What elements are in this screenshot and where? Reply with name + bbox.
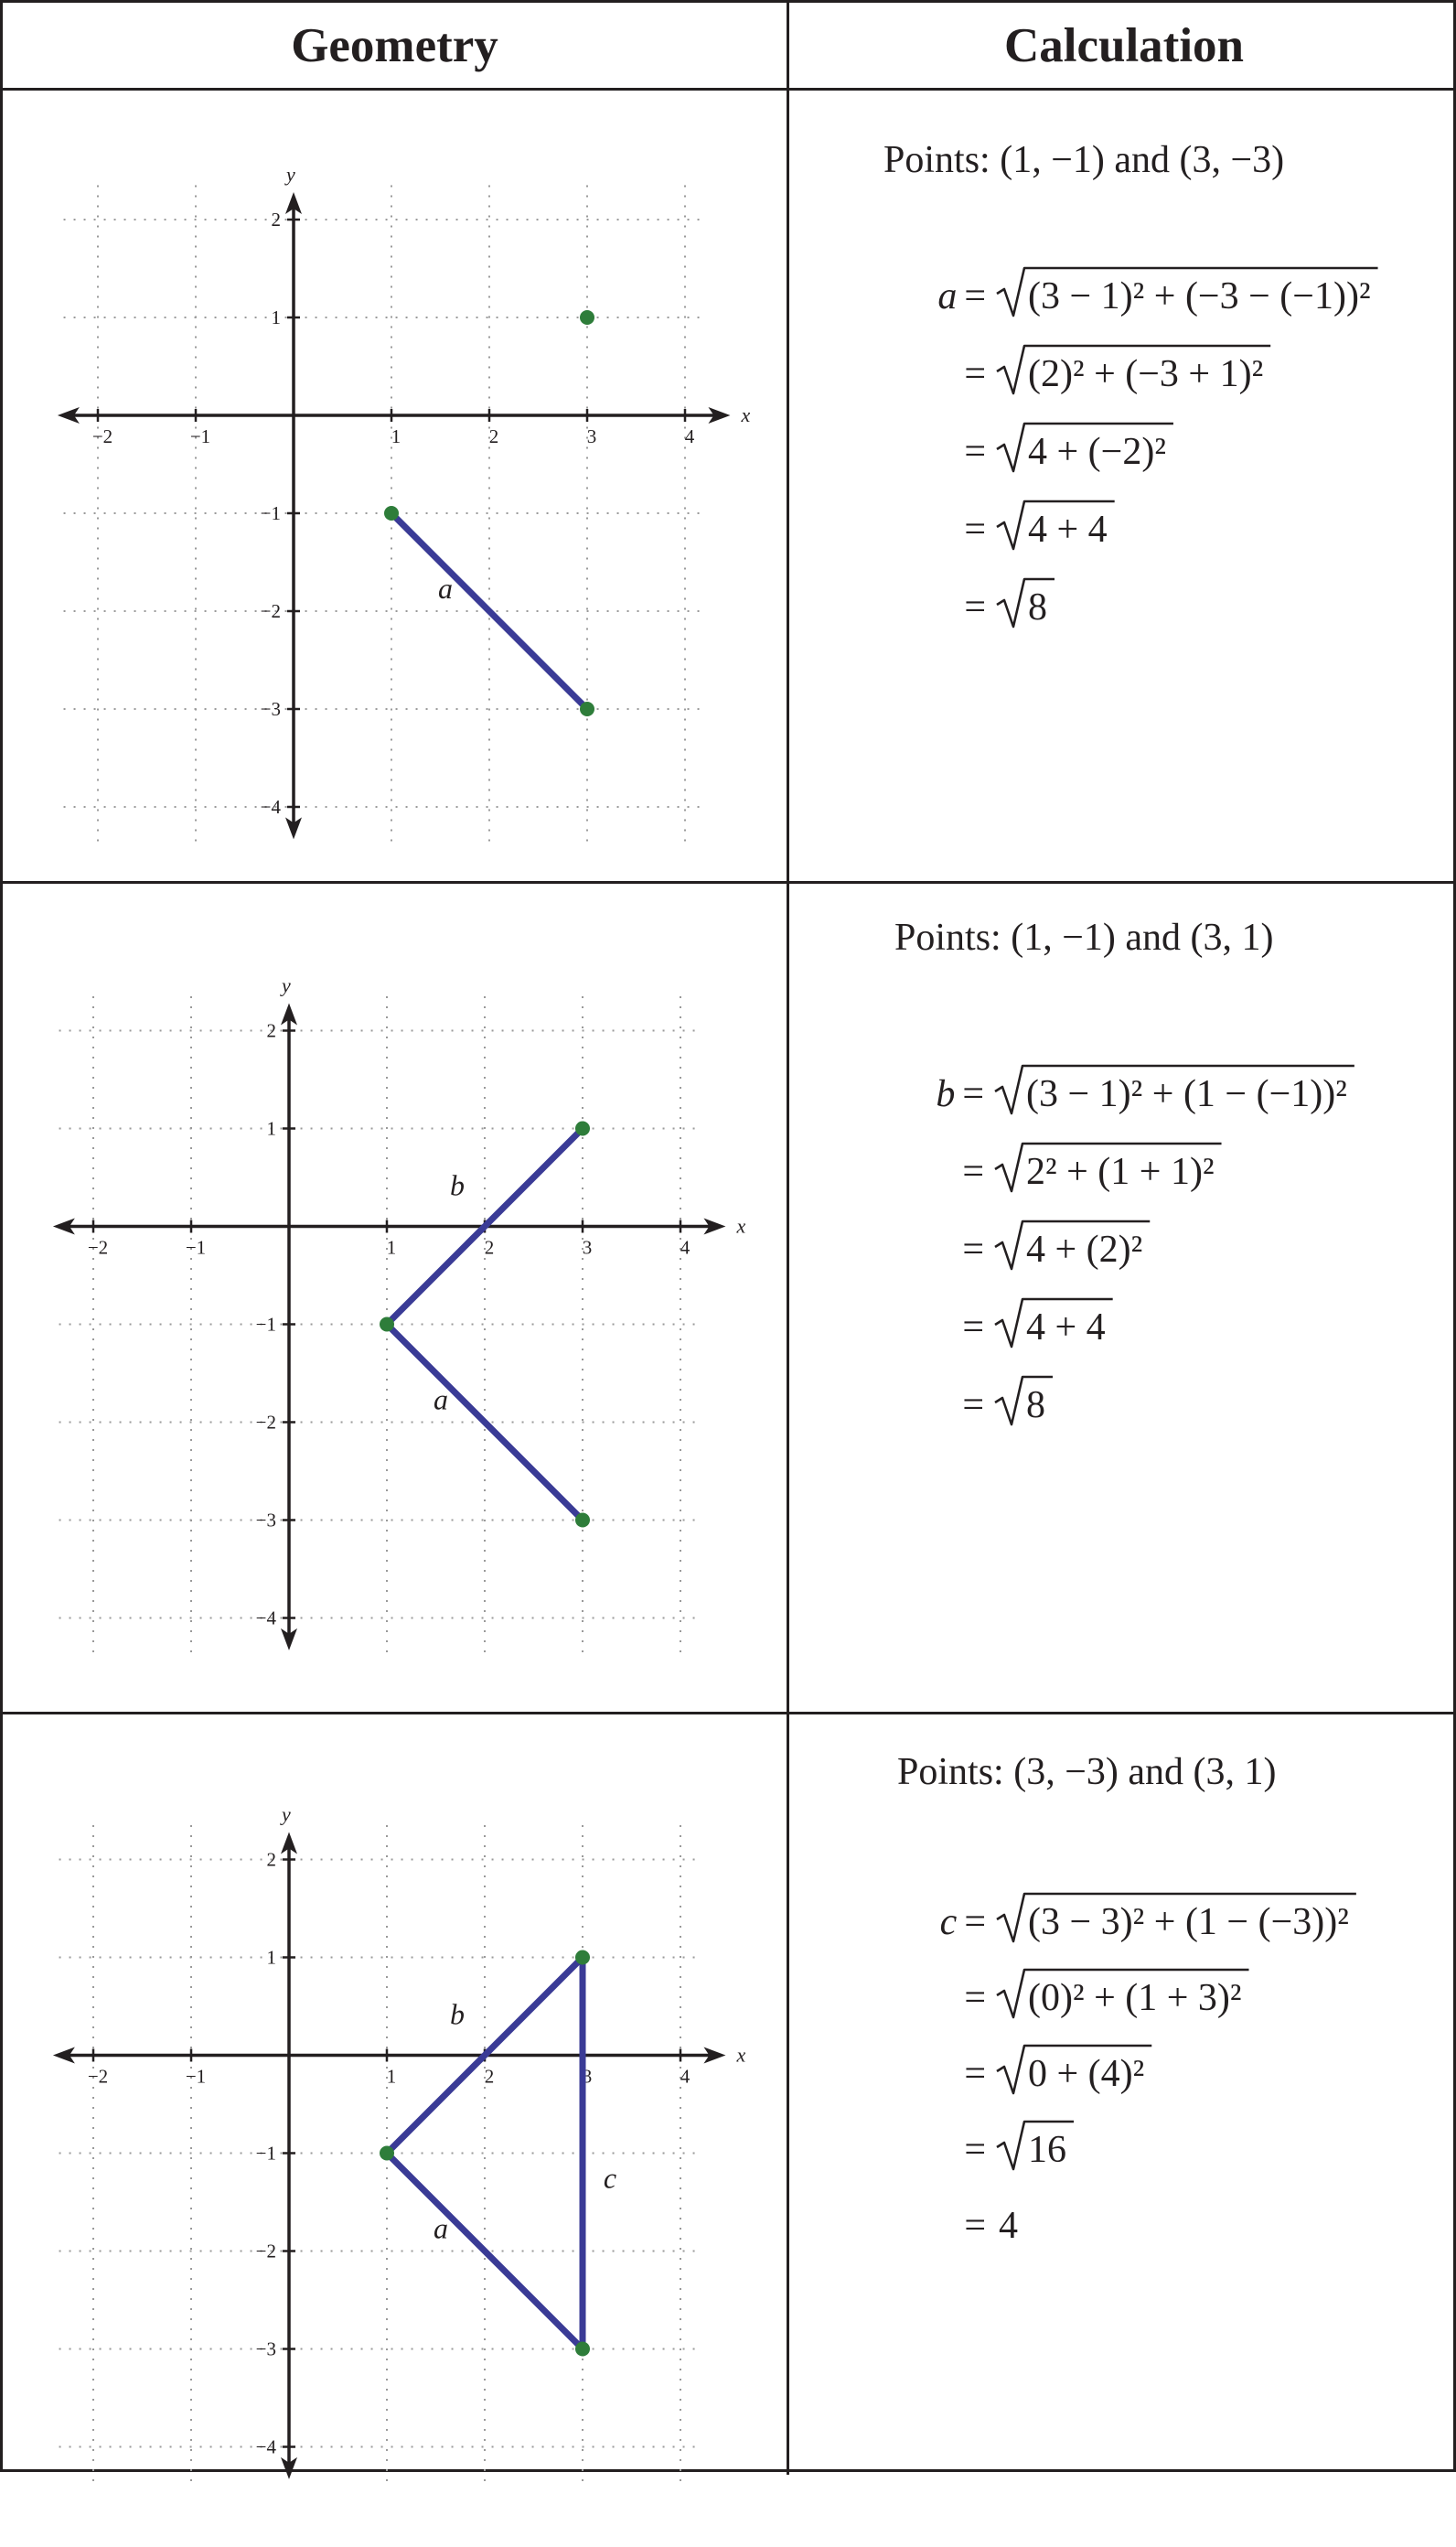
radicand: (3 − 3)² + (1 − (−3))²: [1028, 1901, 1349, 1943]
x-tick-label: −1: [189, 425, 211, 447]
data-point: [380, 2146, 394, 2161]
y-tick-label: −4: [255, 2435, 276, 2458]
radicand: (2)² + (−3 + 1)²: [1028, 353, 1264, 395]
data-point: [575, 1951, 590, 1965]
segment-label-b: b: [450, 1168, 465, 1202]
calculation-step: [964, 346, 1270, 395]
x-tick-label: −2: [87, 2065, 109, 2088]
segment-label-a: a: [434, 2211, 448, 2245]
data-point: [575, 1122, 590, 1136]
radicand: 4 + (−2)²: [1028, 431, 1166, 473]
calculation-step: [962, 1144, 1221, 1193]
equals-sign: =: [964, 586, 986, 629]
calculation-step: [964, 2205, 1018, 2247]
calculation-step: [964, 2046, 1151, 2095]
equals-symbol: =: [962, 1073, 984, 1115]
data-point: [380, 1317, 394, 1332]
variable-name: a: [937, 275, 958, 317]
data-point: [580, 310, 594, 325]
calculation-step: [937, 268, 1377, 317]
y-tick-label: −2: [260, 600, 281, 622]
y-tick-label: 2: [271, 209, 281, 231]
data-point: [575, 2342, 590, 2357]
calculation-step: [964, 424, 1173, 473]
equals-sign: =: [964, 2205, 986, 2247]
y-tick-label: −4: [255, 1607, 276, 1629]
y-tick-label: −1: [260, 502, 281, 524]
data-point: [580, 702, 594, 716]
radicand: 4 + 4: [1026, 1306, 1106, 1349]
equals-symbol: =: [964, 1901, 986, 1943]
x-tick-label: 2: [488, 425, 499, 447]
geometry-header: Geometry: [291, 18, 498, 72]
calculation-step: [962, 1299, 1112, 1349]
points-text-row-2: Points: (1, −1) and (3, 1): [894, 917, 1274, 959]
equals-sign: [940, 1901, 986, 1943]
equals-sign: =: [964, 353, 986, 395]
data-point: [575, 1513, 590, 1528]
points-text-row-1: Points: (1, −1) and (3, −3): [883, 139, 1285, 181]
x-tick-label: 1: [391, 425, 401, 447]
equals-sign: =: [964, 2053, 986, 2095]
radicand: 8: [1026, 1384, 1045, 1426]
variable-name: c: [939, 1901, 958, 1943]
coordinate-graph-row-1: [3, 91, 787, 923]
segment-label-a: a: [438, 572, 453, 605]
radicand: 0 + (4)²: [1028, 2053, 1145, 2095]
calculation-header: Calculation: [1003, 18, 1245, 72]
radicand: 2² + (1 + 1)²: [1026, 1151, 1215, 1193]
segment-label-c: c: [603, 2161, 617, 2195]
y-tick-label: −3: [260, 698, 281, 720]
y-tick-label: −3: [255, 2337, 276, 2360]
calculation-step: [962, 1221, 1150, 1271]
data-point: [384, 506, 399, 521]
y-axis-label: y: [286, 162, 295, 186]
calculation-step: [962, 1377, 1053, 1426]
y-tick-label: −4: [260, 796, 281, 818]
y-tick-label: −1: [255, 1313, 276, 1336]
calculation-step: [940, 1894, 1356, 1943]
coordinate-graph-row-2: [3, 884, 787, 1716]
x-tick-label: −1: [185, 2065, 207, 2088]
y-tick-label: −3: [255, 1509, 276, 1531]
calculation-step: [936, 1066, 1354, 1115]
segment-label-b: b: [450, 1997, 465, 2031]
equals-sign: =: [962, 1229, 984, 1271]
variable-name: b: [936, 1073, 956, 1115]
coordinate-graph-row-3: [3, 1714, 787, 2547]
equals-sign: =: [964, 509, 986, 551]
calculation-row-2: [789, 884, 1456, 1712]
result-value: 4: [999, 2205, 1018, 2247]
x-tick-label: 3: [582, 2065, 593, 2088]
radicand: (0)² + (1 + 3)²: [1028, 1977, 1242, 2019]
x-axis-label: x: [736, 1214, 746, 1238]
y-axis-label: y: [282, 1802, 291, 1826]
equals-sign: [936, 1073, 984, 1115]
radicand: 4 + (2)²: [1026, 1229, 1143, 1271]
radicand: (3 − 1)² + (1 − (−1))²: [1026, 1073, 1347, 1115]
x-axis-label: x: [736, 2043, 746, 2067]
radicand: 16: [1028, 2129, 1066, 2171]
x-tick-label: 1: [386, 1236, 397, 1259]
y-tick-label: 1: [266, 1946, 276, 1969]
x-tick-label: −2: [91, 425, 113, 447]
equals-sign: =: [962, 1151, 984, 1193]
calculation-row-1: [789, 91, 1456, 881]
x-tick-label: 4: [684, 425, 695, 447]
x-tick-label: 1: [386, 2065, 397, 2088]
y-tick-label: −2: [255, 2240, 276, 2262]
x-tick-label: −1: [185, 1236, 207, 1259]
x-axis-label: x: [741, 403, 751, 426]
segment-label-a: a: [434, 1382, 448, 1416]
calculation-row-3: [789, 1714, 1456, 2475]
y-axis-label: y: [282, 973, 291, 997]
y-tick-label: 1: [266, 1117, 276, 1140]
x-tick-label: 3: [582, 1236, 593, 1259]
equals-sign: =: [964, 1977, 986, 2019]
x-tick-label: 3: [586, 425, 597, 447]
y-tick-label: 1: [271, 306, 281, 328]
x-tick-label: −2: [87, 1236, 109, 1259]
x-tick-label: 4: [680, 1236, 691, 1259]
equals-symbol: =: [964, 275, 986, 317]
calculation-step: [964, 2122, 1074, 2171]
y-tick-label: −1: [255, 2142, 276, 2165]
radicand: 4 + 4: [1028, 509, 1108, 551]
calculation-step: [964, 501, 1114, 551]
x-tick-label: 2: [484, 1236, 495, 1259]
radicand: 8: [1028, 586, 1047, 629]
calculation-step: [964, 579, 1055, 629]
x-tick-label: 2: [484, 2065, 495, 2088]
equals-sign: [937, 275, 986, 317]
equals-sign: =: [962, 1384, 984, 1426]
y-tick-label: 2: [266, 1848, 276, 1871]
radicand: (3 − 1)² + (−3 − (−1))²: [1028, 275, 1371, 317]
y-tick-label: −2: [255, 1411, 276, 1434]
y-tick-label: 2: [266, 1019, 276, 1042]
x-tick-label: 4: [680, 2065, 691, 2088]
equals-sign: =: [962, 1306, 984, 1349]
points-text-row-3: Points: (3, −3) and (3, 1): [897, 1751, 1277, 1793]
equals-sign: =: [964, 431, 986, 473]
calculation-step: [964, 1970, 1248, 2019]
equals-sign: =: [964, 2129, 986, 2171]
